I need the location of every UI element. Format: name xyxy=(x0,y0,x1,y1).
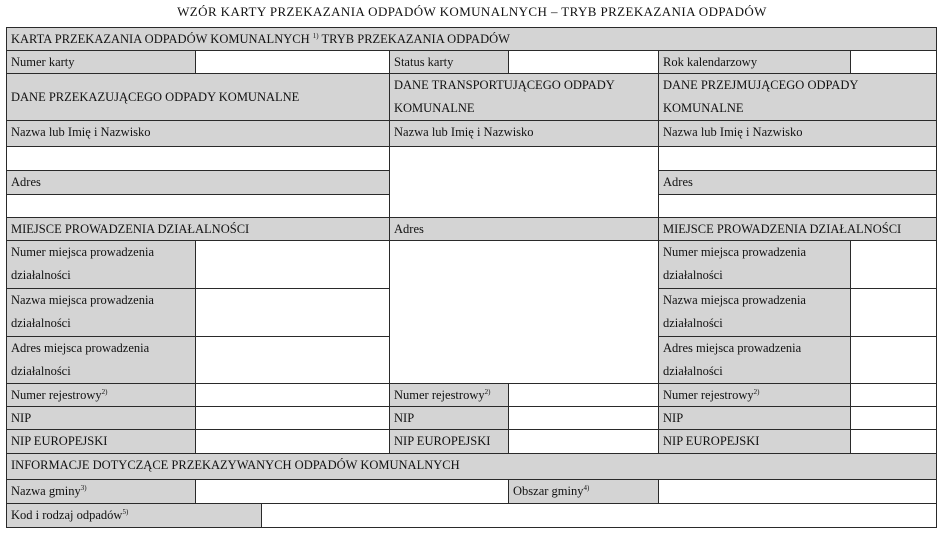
transferring-nip-eu-field[interactable] xyxy=(195,429,390,454)
calendar-year-label: Rok kalendarzowy xyxy=(658,50,851,74)
transferring-location-name-label: Nazwa miejsca prowadzenia działalności xyxy=(6,288,196,337)
municipality-name-field[interactable] xyxy=(195,479,509,504)
card-status-label: Status karty xyxy=(389,50,509,74)
card-header-mode: TRYB PRZEKAZANIA ODPADÓW xyxy=(318,32,510,46)
registry-number-footnote: 2) xyxy=(753,387,760,396)
transporting-address-label: Adres xyxy=(389,217,659,241)
card-number-label: Numer karty xyxy=(6,50,196,74)
card-header xyxy=(6,27,937,51)
transporting-address-field[interactable] xyxy=(389,240,659,384)
receiving-location-address-field[interactable] xyxy=(850,336,937,384)
transferring-registry-number-label xyxy=(6,383,196,407)
section-transporting: DANE TRANSPORTUJĄCEGO ODPADY KOMUNALNE xyxy=(389,73,659,121)
waste-code-field[interactable] xyxy=(261,503,937,528)
transferring-name-field[interactable] xyxy=(6,146,390,171)
transporting-nip-label: NIP xyxy=(389,406,509,430)
transferring-location-number-label: Numer miejsca prowadzenia działalności xyxy=(6,240,196,289)
registry-number-text: Numer rejestrowy xyxy=(394,388,485,402)
receiving-registry-number-label xyxy=(658,383,851,407)
transferring-nip-label: NIP xyxy=(6,406,196,430)
transferring-business-location-header: MIEJSCE PROWADZENIA DZIAŁALNOŚCI xyxy=(6,217,390,241)
page-title: WZÓR KARTY PRZEKAZANIA ODPADÓW KOMUNALNYCH – TRYB PRZEKAZANIA ODPADÓW xyxy=(177,4,767,19)
municipality-name-footnote: 3) xyxy=(80,483,87,492)
transferring-nip-field[interactable] xyxy=(195,406,390,430)
waste-info-header: INFORMACJE DOTYCZĄCE PRZEKAZYWANYCH ODPADÓW KOMUNALNYCH xyxy=(6,453,937,480)
receiving-business-location-header: MIEJSCE PROWADZENIA DZIAŁALNOŚCI xyxy=(658,217,937,241)
calendar-year-field[interactable] xyxy=(850,50,937,74)
municipality-area-footnote: 4) xyxy=(583,483,590,492)
receiving-location-name-label: Nazwa miejsca prowadzenia działalności xyxy=(658,288,851,337)
transferring-location-number-field[interactable] xyxy=(195,240,390,289)
receiving-nip-label: NIP xyxy=(658,406,851,430)
receiving-location-name-field[interactable] xyxy=(850,288,937,337)
receiving-name-label: Nazwa lub Imię i Nazwisko xyxy=(658,120,937,147)
receiving-location-address-label: Adres miejsca prowadzenia działalności xyxy=(658,336,851,384)
card-header-footnote: 1) xyxy=(312,31,319,40)
receiving-nip-field[interactable] xyxy=(850,406,937,430)
transporting-nip-field[interactable] xyxy=(508,406,659,430)
transporting-registry-number-label xyxy=(389,383,509,407)
waste-code-footnote: 5) xyxy=(122,507,129,516)
registry-number-text: Numer rejestrowy xyxy=(11,388,102,402)
receiving-address-field[interactable] xyxy=(658,194,937,218)
transferring-address-field[interactable] xyxy=(6,194,390,218)
municipality-area-text: Obszar gminy xyxy=(513,484,584,498)
card-number-field[interactable] xyxy=(195,50,390,74)
municipality-name-label xyxy=(6,479,196,504)
receiving-location-number-label: Numer miejsca prowadzenia działalności xyxy=(658,240,851,289)
waste-code-label xyxy=(6,503,262,528)
transporting-name-field[interactable] xyxy=(389,146,659,218)
waste-code-text: Kod i rodzaj odpadów xyxy=(11,508,123,522)
municipality-area-label xyxy=(508,479,659,504)
receiving-nip-eu-field[interactable] xyxy=(850,429,937,454)
transporting-nip-eu-field[interactable] xyxy=(508,429,659,454)
section-transferring: DANE PRZEKAZUJĄCEGO ODPADY KOMUNALNE xyxy=(6,73,390,121)
receiving-registry-number-field[interactable] xyxy=(850,383,937,407)
transferring-registry-number-field[interactable] xyxy=(195,383,390,407)
receiving-address-label: Adres xyxy=(658,170,937,195)
receiving-nip-eu-label: NIP EUROPEJSKI xyxy=(658,429,851,454)
transferring-location-name-field[interactable] xyxy=(195,288,390,337)
transferring-nip-eu-label: NIP EUROPEJSKI xyxy=(6,429,196,454)
transporting-nip-eu-label: NIP EUROPEJSKI xyxy=(389,429,509,454)
transferring-location-address-field[interactable] xyxy=(195,336,390,384)
card-status-field[interactable] xyxy=(508,50,659,74)
transporting-registry-number-field[interactable] xyxy=(508,383,659,407)
transferring-location-address-label: Adres miejsca prowadzenia działalności xyxy=(6,336,196,384)
card-header-text: KARTA PRZEKAZANIA ODPADÓW KOMUNALNYCH xyxy=(11,32,310,46)
registry-number-footnote: 2) xyxy=(101,387,108,396)
transporting-name-label: Nazwa lub Imię i Nazwisko xyxy=(389,120,659,147)
municipality-name-text: Nazwa gminy xyxy=(11,484,81,498)
transferring-name-label: Nazwa lub Imię i Nazwisko xyxy=(6,120,390,147)
registry-number-footnote: 2) xyxy=(484,387,491,396)
receiving-location-number-field[interactable] xyxy=(850,240,937,289)
section-receiving: DANE PRZEJMUJĄCEGO ODPADY KOMUNALNE xyxy=(658,73,937,121)
receiving-name-field[interactable] xyxy=(658,146,937,171)
municipality-area-field[interactable] xyxy=(658,479,937,504)
registry-number-text: Numer rejestrowy xyxy=(663,388,754,402)
transferring-address-label: Adres xyxy=(6,170,390,195)
